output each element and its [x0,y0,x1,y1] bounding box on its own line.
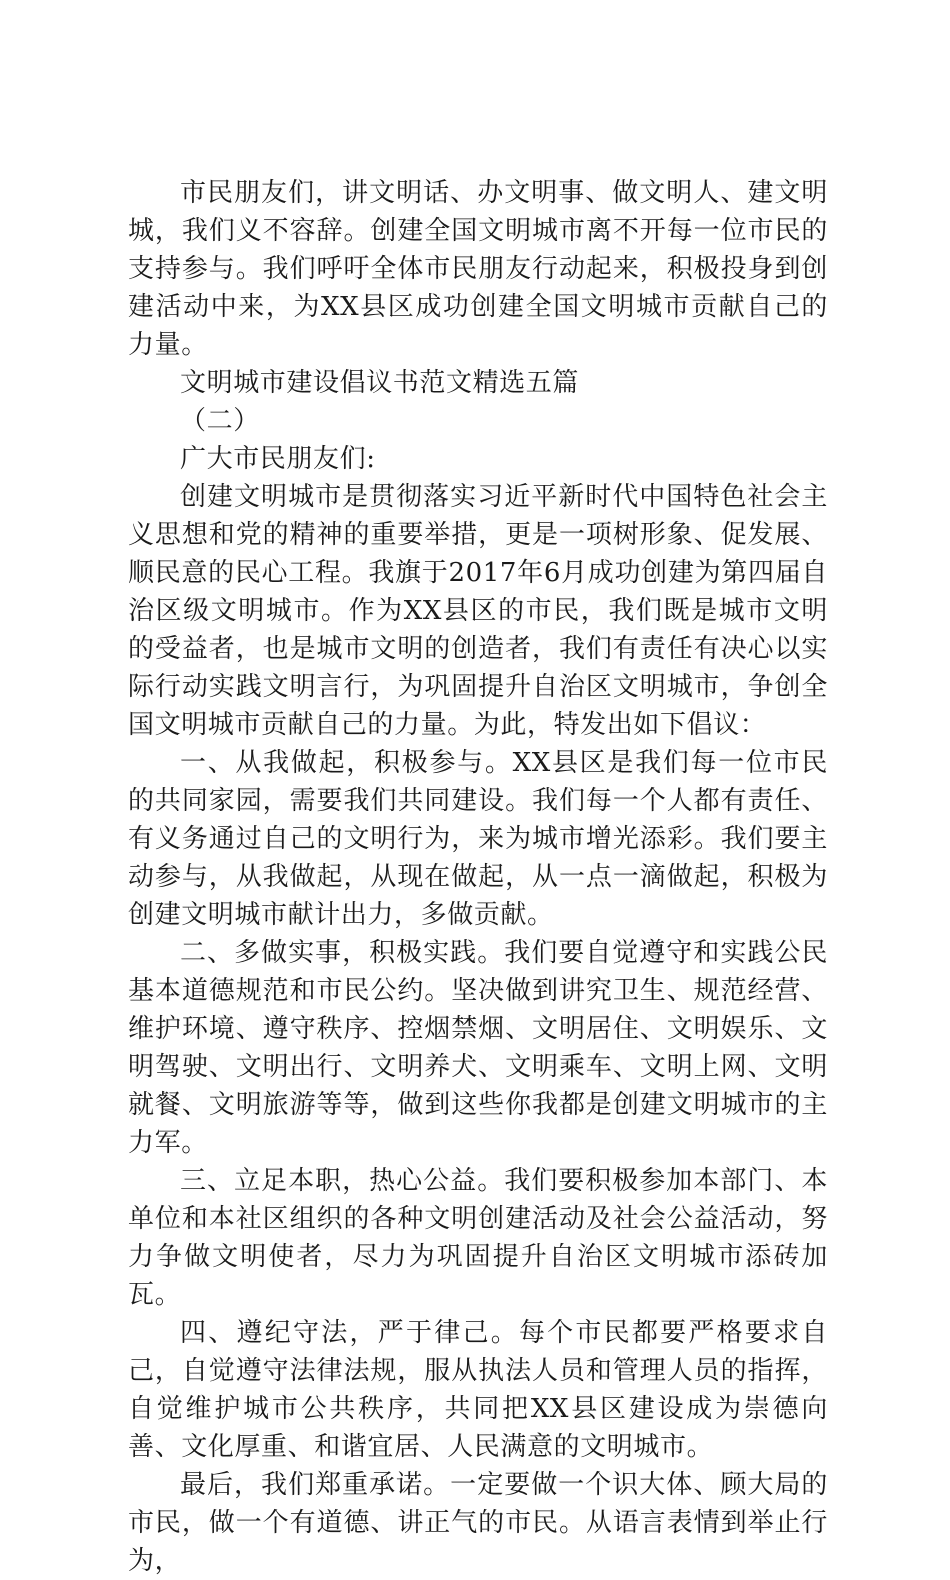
paragraph-proposal-2: 二、多做实事，积极实践。我们要自觉遵守和实践公民基本道德规范和市民公约。坚决做到讲究卫生、规范经营、维护环境、遵守秩序、控烟禁烟、文明居住、文明娱乐、文明驾驶、文明出行、文明养犬、文明乘车、文明上网、文明就餐、文明旅游等等，做到这些你我都是创建文明城市的主力军。 [128,938,828,1158]
paragraph-proposal-3: 三、立足本职，热心公益。我们要积极参加本部门、本单位和本社区组织的各种文明创建活动及社会公益活动，努力争做文明使者，尽力为巩固提升自治区文明城市添砖加瓦。 [128,1166,828,1310]
paragraph-proposal-1: 一、从我做起，积极参与。XX县区是我们每一位市民的共同家园，需要我们共同建设。我们每一个人都有责任、有义务通过自己的文明行为，来为城市增光添彩。我们要主动参与，从我做起，从现在做起，从一点一滴做起，积极为创建文明城市献计出力，多做贡献。 [128,748,828,930]
section-number: （二） [180,406,260,436]
document-body [128,174,828,1580]
salutation: 广大市民朋友们: [180,444,376,474]
paragraph-introduction: 创建文明城市是贯彻落实习近平新时代中国特色社会主义思想和党的精神的重要举措，更是一项树形象、促发展、顺民意的民心工程。我旗于2017年6月成功创建为第四届自治区级文明城市。作为XX县区的市民，我们既是城市文明的受益者，也是城市文明的创造者，我们有责任有决心以实际行动实践文明言行，为巩固提升自治区文明城市，争创全国文明城市贡献自己的力量。为此，特发出如下倡议： [128,482,828,740]
document-heading: 文明城市建设倡议书范文精选五篇 [180,368,580,398]
paragraph-call-to-action: 市民朋友们，讲文明话、办文明事、做文明人、建文明城，我们义不容辞。创建全国文明城市离不开每一位市民的支持参与。我们呼吁全体市民朋友行动起来，积极投身到创建活动中来，为XX县区成功创建全国文明城市贡献自己的力量。 [128,178,828,360]
paragraph-proposal-4: 四、遵纪守法，严于律己。每个市民都要严格要求自己，自觉遵守法律法规，服从执法人员和管理人员的指挥，自觉维护城市公共秩序，共同把XX县区建设成为崇德向善、文化厚重、和谐宜居、人民满意的文明城市。 [128,1318,828,1462]
paragraph-closing: 最后，我们郑重承诺。一定要做一个识大体、顾大局的市民，做一个有道德、讲正气的市民。从语言表情到举止行为， [128,1470,828,1576]
